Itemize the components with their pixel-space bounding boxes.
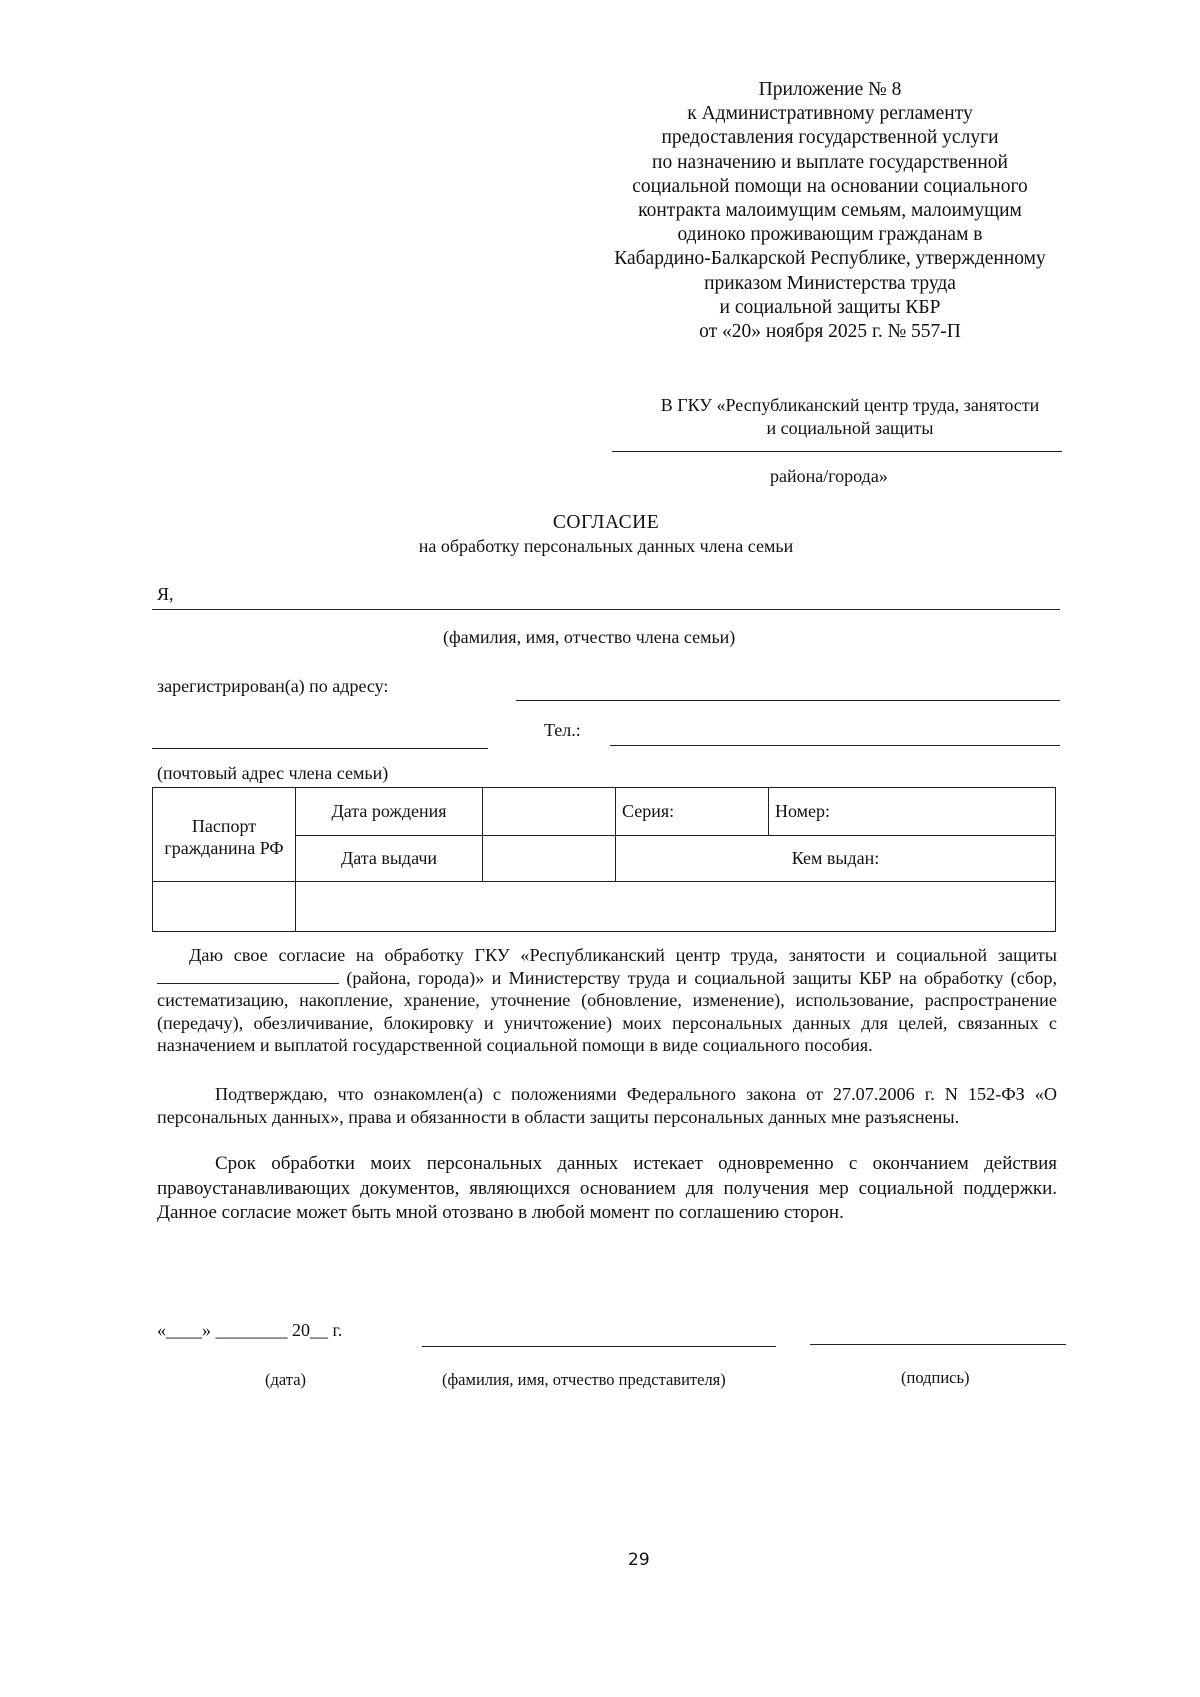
passport-header: Паспорт гражданина РФ [153, 788, 296, 882]
consent-paragraph-3 [157, 1152, 1057, 1226]
district-blank[interactable] [157, 967, 339, 984]
passport-table [152, 787, 1056, 932]
addressee-district-line [612, 451, 1062, 452]
addressee-line-2: и социальной защиты [766, 418, 934, 438]
addressee-line-1: В ГКУ «Республиканский центр труда, занятости [660, 395, 1040, 415]
appendix-line: контракта малоимущим семьям, малоимущим [638, 200, 1022, 222]
consent-p3: Срок обработки моих персональных данных истекает одновременно с окончанием действия правоустанавливающих документов, являющихся основанием для получения мер социальной поддержки. Данное согласие может быть мной отозвано в любой момент по соглашению сторон. [157, 1153, 1057, 1223]
document-subtitle: на обработку персональных данных члена семьи [418, 536, 794, 556]
birth-date-label: Дата рождения [296, 788, 483, 836]
appendix-line: предоставления государственной услуги [661, 127, 999, 149]
page-number: 29 [628, 1550, 650, 1570]
document-title: СОГЛАСИЕ [552, 512, 660, 533]
i-label: Я, [157, 584, 174, 604]
representative-name-line[interactable] [422, 1346, 776, 1347]
appendix-line: от «20» ноября 2025 г. № 557-П [699, 321, 961, 343]
consent-p2: Подтверждаю, что ознакомлен(а) с положениями Федерального закона от 27.07.2006 г. N 152-ФЗ «О персональных данных», права и обязанности в области защиты персональных данных мне разъяснены. [157, 1084, 1057, 1127]
birth-date-field[interactable] [483, 788, 616, 836]
address-line-2[interactable] [152, 748, 488, 749]
issue-date-label: Дата выдачи [296, 836, 483, 882]
signature-line[interactable] [810, 1344, 1066, 1345]
addressee [600, 394, 1100, 440]
date-caption: (дата) [265, 1370, 307, 1389]
signature-date[interactable]: «____» ________ 20__ г. [157, 1320, 343, 1340]
consent-paragraph-2 [157, 1083, 1057, 1128]
phone-line[interactable] [610, 745, 1060, 746]
address-line-1[interactable] [516, 700, 1060, 701]
appendix-line: по назначению и выплате государственной [652, 151, 1008, 173]
registered-label: зарегистрирован(а) по адресу: [157, 676, 389, 696]
issued-by-field[interactable] [296, 882, 1056, 932]
appendix-line: одиноко проживающим гражданам в [677, 224, 983, 246]
addressee-line-3: района/города» [770, 466, 888, 486]
appendix-line: Приложение № 8 [758, 79, 902, 100]
consent-paragraph-1 [157, 944, 1057, 1057]
appendix-line: Кабардино-Балкарской Республике, утвержденному [614, 248, 1046, 270]
consent-p1-start: Даю свое согласие на обработку ГКУ «Республиканский центр труда, занятости и социальной защиты [189, 945, 1057, 965]
issued-by-label[interactable]: Кем выдан: [616, 836, 1056, 882]
issue-date-field[interactable] [483, 836, 616, 882]
appendix-line: приказом Министерства труда [704, 272, 956, 294]
passport-empty-cell [153, 882, 296, 932]
appendix-line: к Административному регламенту [687, 103, 973, 125]
series-label[interactable]: Серия: [616, 788, 769, 836]
sign-caption: (подпись) [901, 1368, 970, 1387]
number-label[interactable]: Номер: [769, 788, 1056, 836]
fio-caption: (фамилия, имя, отчество члена семьи) [443, 627, 736, 647]
name-caption: (фамилия, имя, отчество представителя) [442, 1370, 726, 1389]
consent-p1-rest: (района, города)» и Министерству труда и социальной защиты КБР на обработку (сбор, систематизацию, накопление, хранение, уточнение (обновление, изменение), использование, распространение (передачу), обезличивание, блокировку и уничтожение) моих персональных данных для целей, связанных с назначением и выплатой государственной социальной помощи в виде социального пособия. [157, 967, 1058, 1056]
fio-line[interactable] [152, 609, 1060, 610]
postal-caption: (почтовый адрес члена семьи) [157, 763, 389, 783]
appendix-line: социальной помощи на основании социального [632, 175, 1028, 197]
appendix-line: и социальной защиты КБР [719, 296, 941, 318]
appendix-header [560, 78, 1100, 344]
phone-label: Тел.: [544, 720, 581, 740]
